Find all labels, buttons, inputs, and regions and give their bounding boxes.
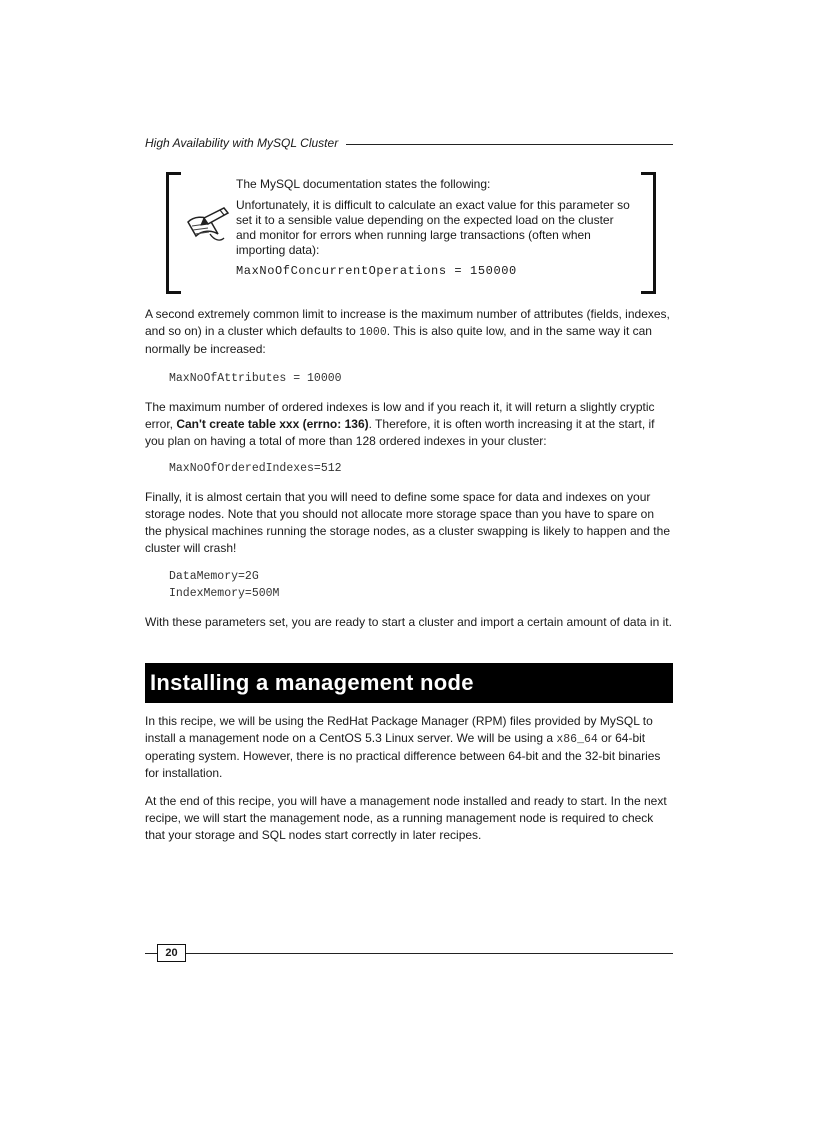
paragraph-attributes [145,306,673,358]
code-index-memory: IndexMemory=500M [169,587,280,600]
note-intro: The MySQL documentation states the following: [236,177,491,191]
note-left-bracket [166,172,181,294]
paragraph-recipe-outcome: At the end of this recipe, you will have a management node installed and ready to start. In the next recipe, we will start the management node, as a running management node is required to check that your storage and SQL nodes start correctly in later recipes. [145,794,667,842]
chapter-title: High Availability with MySQL Cluster [145,136,346,150]
p2-text-a: The maximum number of ordered indexes is low and if you reach it, it will return a slightly cryptic error, [145,400,655,431]
code-data-memory: DataMemory=2G [169,570,259,583]
info-note-box [166,172,656,290]
paragraph-ordered-indexes [145,399,673,450]
p2-error-text: Can't create table xxx (errno: 136) [176,417,369,431]
pencil-note-icon [184,204,230,246]
section-heading [145,663,673,703]
footer-rule [145,953,673,954]
paragraph-storage: Finally, it is almost certain that you will need to define some space for data and indexes on your storage nodes. Note that you should not allocate more storage space than you have to spare on the physical machines running the storage nodes, as a cluster swapping is likely to happen and the cluster will crash! [145,490,670,555]
p5-text-a: In this recipe, we will be using the RedHat Package Manager (RPM) files provided by MySQL to install a management node on a CentOS 5.3 Linux server. We will be using a [145,714,653,745]
p1-inline-code: 1000 [359,326,387,339]
paragraph-ready: With these parameters set, you are ready to start a cluster and import a certain amount of data in it. [145,615,672,629]
p5-text-b: or 64-bit operating system. However, there is no practical difference between 64-bit and the 32-bit binaries for installation. [145,731,661,780]
p1-text-a: A second extremely common limit to increase is the maximum number of attributes (fields, indexes, and so on) in a cluster which defaults to [145,307,670,338]
paragraph-recipe-intro [145,713,673,782]
note-right-bracket [641,172,656,294]
note-body [236,177,631,285]
page-number: 20 [157,944,186,962]
note-code: MaxNoOfConcurrentOperations = 150000 [236,264,517,278]
p2-text-b: . Therefore, it is often worth increasing it at the start, if you plan on having a total of more than 128 ordered indexes in your cluster: [145,417,655,448]
note-quote: Unfortunately, it is difficult to calculate an exact value for this parameter so set it to a sensible value depending on the expected load on the cluster and monitor for errors when running large transactions (often when importing data): [236,198,630,257]
code-max-ordered-indexes: MaxNoOfOrderedIndexes=512 [169,462,342,475]
running-header [145,136,673,152]
section-heading-text: Installing a management node [150,670,474,695]
code-max-attributes: MaxNoOfAttributes = 10000 [169,372,342,385]
p5-inline-code: x86_64 [556,733,598,746]
p1-text-b: . This is also quite low, and in the same way it can normally be increased: [145,324,652,356]
page-footer [145,944,673,964]
